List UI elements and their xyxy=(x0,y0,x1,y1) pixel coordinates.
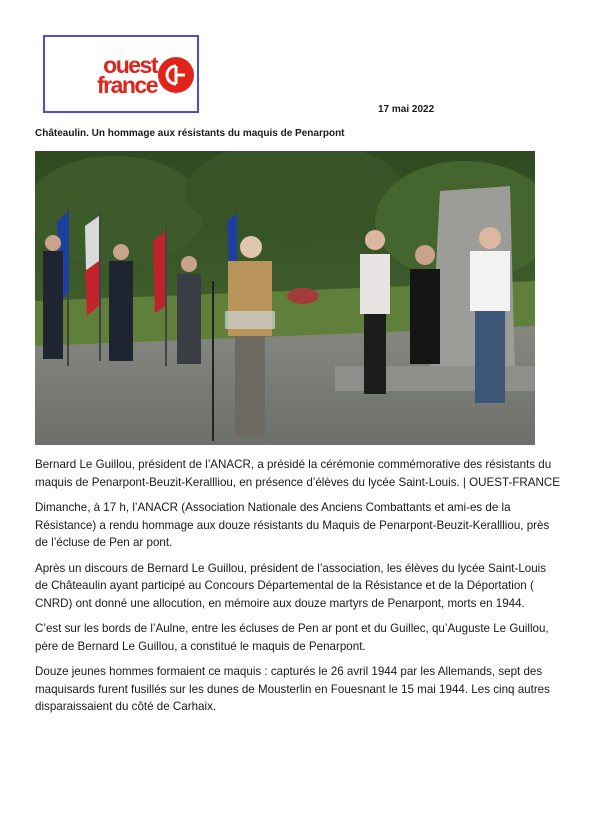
logo-line-1: ouest xyxy=(103,52,157,78)
paragraph-1: Dimanche, à 17 h, l’ANACR (Association Nationale des Anciens Combattants et ami-es de la Résistance) a rendu hommage aux douze résistants du Maquis de Penarpont-Beuzit-Kerallliou, près de l’écluse de Pen ar pont. xyxy=(35,501,550,549)
paragraph-2: Après un discours de Bernard Le Guillou, président de l’association, les élèves du lycée Saint-Louis de Châteaulin ayant participé au Concours Départemental de la Résistance et de la Déportation ( CNRD) ont donné une allocution, en mémoire aux douze martyrs de Penarpont, morts en 1944. xyxy=(35,561,547,610)
logo-line-2: france xyxy=(96,72,157,98)
paragraph-3: C’est sur les bords de l’Aulne, entre les écluses de Pen ar pont et du Guillec, qu’Auguste Le Guillou, père de Bernard Le Guillou, a constitué le maquis de Penarpont. xyxy=(35,622,549,653)
ouest-france-logo-circle-icon xyxy=(158,57,194,93)
logo-wordmark xyxy=(65,52,157,98)
photo-caption: Bernard Le Guillou, président de l’ANACR, a présidé la cérémonie commémorative des résistants du maquis de Penarpont-Beuzit-Kerallliou, en présence d’élèves du lycée Saint-Louis. | OUEST-FRANCE xyxy=(35,458,560,489)
article-headline: Châteaulin. Un hommage aux résistants du maquis de Penarpont xyxy=(35,128,345,139)
paragraph-4: Douze jeunes hommes formaient ce maquis : capturés le 26 avril 1944 par les Allemands, sept des maquisards furent fusillés sur les dunes de Mousterlin en Fouesnant le 15 mai 1944. Les cinq autres disparaissaient du côté de Carhaix. xyxy=(35,665,550,713)
article-date: 17 mai 2022 xyxy=(378,104,435,115)
article-photo xyxy=(35,151,535,445)
ouest-france-logo xyxy=(43,35,199,113)
article-body xyxy=(35,456,562,724)
